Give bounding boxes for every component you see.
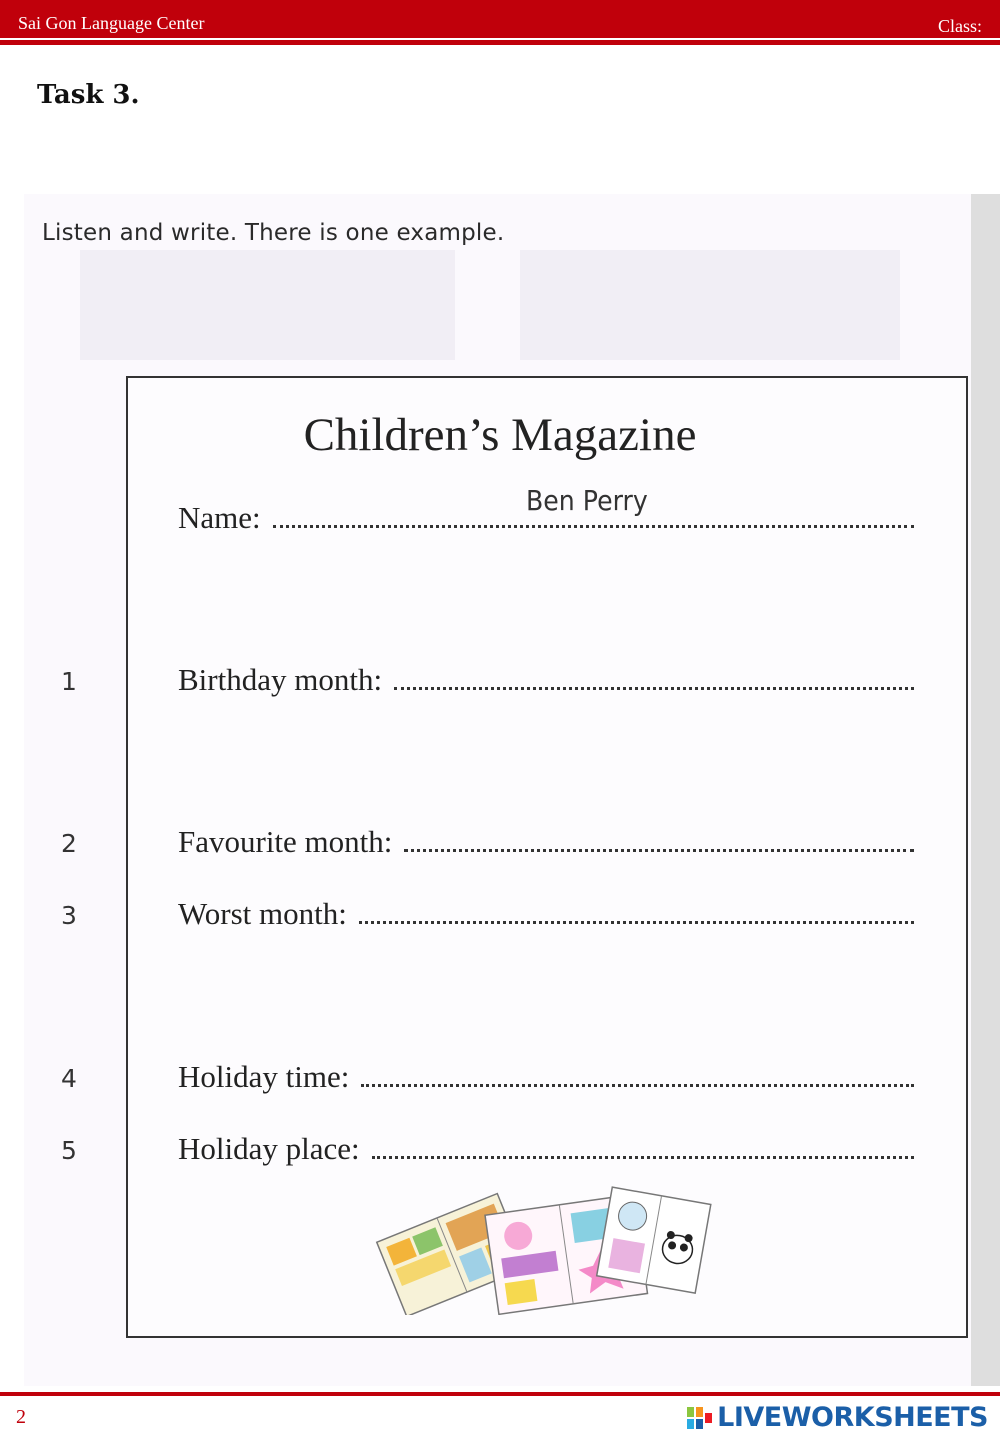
question-label: Holiday place:: [178, 1131, 360, 1166]
liveworksheets-logo-icon: [686, 1406, 714, 1430]
answer-line[interactable]: [394, 687, 914, 690]
faded-background-panel: [80, 250, 455, 360]
question-row: [178, 824, 914, 860]
question-label: Birthday month:: [178, 662, 383, 697]
question-number: 5: [61, 1136, 77, 1165]
question-row: [178, 896, 914, 932]
question-row: [178, 1059, 914, 1095]
question-number: 1: [61, 667, 77, 696]
question-number: 4: [61, 1064, 77, 1093]
answer-line[interactable]: [404, 849, 914, 852]
answer-line[interactable]: [361, 1084, 914, 1087]
question-row: [178, 662, 914, 698]
header-divider: [0, 40, 1000, 45]
question-label: Favourite month:: [178, 824, 393, 859]
brand-name: LIVEWORKSHEETS: [717, 1402, 988, 1433]
question-number: 3: [61, 901, 77, 930]
class-label: Class:: [937, 16, 982, 36]
question-row: [178, 1131, 914, 1167]
task-title: Task 3.: [37, 80, 140, 110]
answer-line: [273, 525, 914, 528]
question-label: Worst month:: [178, 896, 347, 931]
scan-edge-strip: [971, 194, 1000, 1386]
liveworksheets-brand[interactable]: [686, 1402, 988, 1433]
faded-background-panel: [520, 250, 900, 360]
footer-divider: [0, 1392, 1000, 1396]
form-title: Children’s Magazine: [303, 409, 697, 461]
answer-line[interactable]: [359, 921, 914, 924]
example-label: Name:: [178, 500, 261, 535]
answer-line[interactable]: [372, 1156, 914, 1159]
question-number: 2: [61, 829, 77, 858]
instruction-text: Listen and write. There is one example.: [42, 220, 505, 246]
example-answer: Ben Perry: [526, 484, 648, 517]
question-label: Holiday time:: [178, 1059, 350, 1094]
magazines-illustration: [372, 1175, 717, 1315]
page-number: 2: [16, 1406, 26, 1428]
school-name: Sai Gon Language Center: [18, 13, 205, 33]
